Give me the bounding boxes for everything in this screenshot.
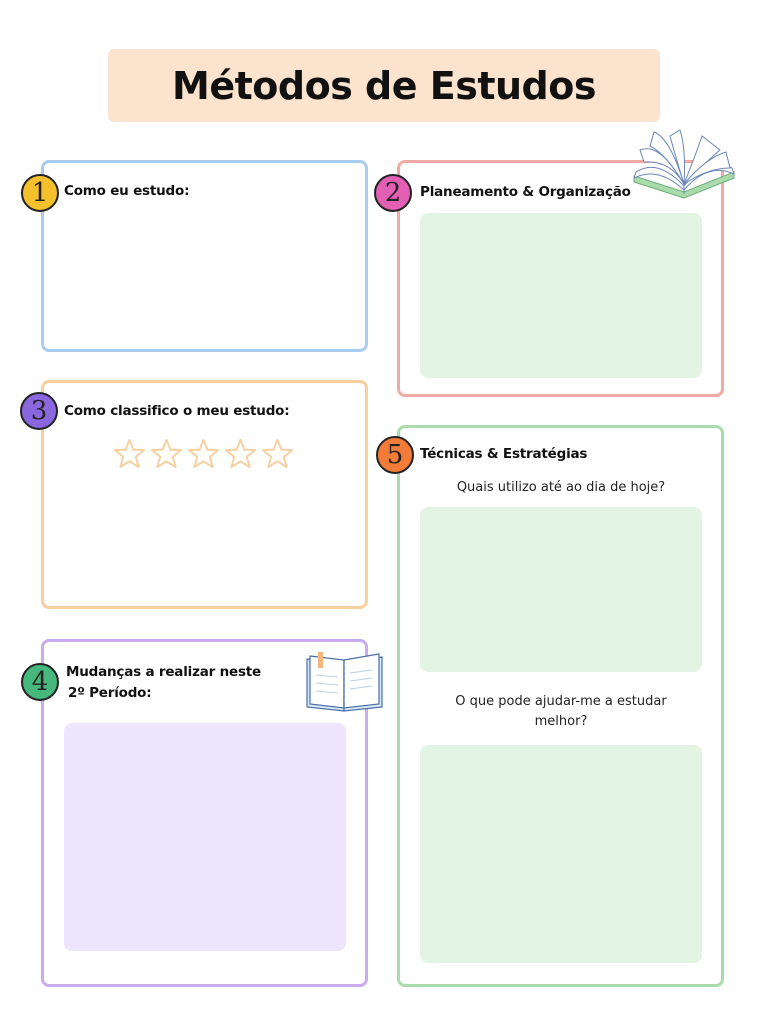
section-4-heading [66,662,261,704]
notebook-icon [304,651,386,713]
techniques-question-2-line-1: O que pode ajudar-me a estudar [455,694,667,709]
star-rating[interactable] [113,437,294,470]
planning-write-area[interactable] [420,213,702,378]
title-banner [108,49,660,122]
open-book-icon [630,128,738,202]
star-icon[interactable] [150,437,183,470]
section-4-heading-line-2: 2º Período: [68,685,152,701]
techniques-question-2 [420,692,702,732]
number-badge-5: 5 [376,436,414,474]
section-4-heading-line-1: Mudanças a realizar neste [66,664,262,680]
section-5-heading: Técnicas & Estratégias [420,446,588,462]
page-title: Métodos de Estudos [172,63,596,108]
star-icon[interactable] [261,437,294,470]
star-icon[interactable] [224,437,257,470]
number-badge-3: 3 [20,392,58,430]
number-badge-2: 2 [374,174,412,212]
techniques-question-1: Quais utilizo até ao dia de hoje? [456,480,666,495]
techniques-write-area-2[interactable] [420,745,702,963]
number-badge-1: 1 [21,174,59,212]
techniques-write-area-1[interactable] [420,507,702,672]
section-3-heading: Como classifico o meu estudo: [64,403,290,419]
star-icon[interactable] [187,437,220,470]
star-icon[interactable] [113,437,146,470]
changes-write-area[interactable] [64,723,346,951]
section-2-heading: Planeamento & Organização [420,184,631,200]
section-1-heading: Como eu estudo: [64,183,190,199]
techniques-question-2-line-2: melhor? [534,714,588,729]
number-badge-4: 4 [21,663,59,701]
